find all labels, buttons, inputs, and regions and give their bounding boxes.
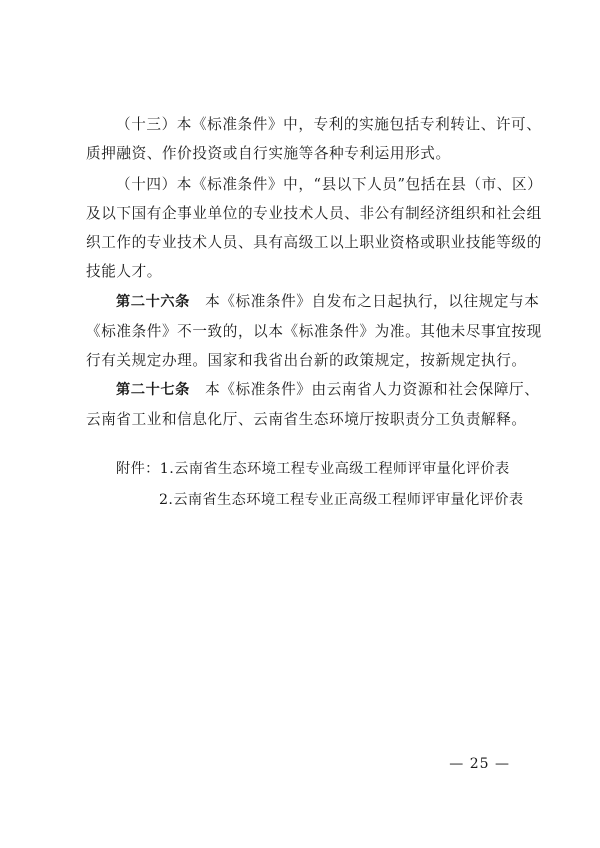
paragraph-item-14 (86, 170, 543, 286)
item-14-line-1: （十四）本《标准条件》中，“县以下人员”包括在县（市、区） (116, 176, 543, 193)
paragraph-item-13 (86, 110, 542, 168)
item-14-line-3: 织工作的专业技术人员、具有高级工以上职业资格或职业技能等级的 (86, 234, 542, 251)
article-27-line-1 (86, 375, 540, 405)
item-14-line-4: 技能人才。 (86, 263, 162, 280)
article-27-line-2: 云南省工业和信息化厅、云南省生态环境厅按职责分工负责解释。 (86, 411, 527, 428)
attachment-2-text: 2.云南省生态环境工程专业正高级工程师评审量化评价表 (159, 492, 524, 508)
paragraph-article-26 (86, 287, 542, 375)
attachment-item-1 (116, 455, 510, 484)
page-number: — 25 — (449, 756, 510, 772)
article-26-heading: 第二十六条 (116, 294, 190, 310)
article-26-line-3: 行有关规定办理。国家和我省出台新的政策规定，按新规定执行。 (86, 352, 527, 369)
paragraph-article-27 (86, 375, 540, 434)
item-13-line-1: （十三）本《标准条件》中，专利的实施包括专利转让、许可、 (116, 116, 542, 133)
attachment-label: 附件： (116, 461, 160, 477)
item-13-line-2: 质押融资、作价投资或自行实施等各种专利运用形式。 (86, 145, 451, 162)
item-14-line-2: 及以下国有企事业单位的专业技术人员、非公有制经济组织和社会组 (86, 205, 542, 222)
article-27-line-1-text: 本《标准条件》由云南省人力资源和社会保障厅、 (189, 381, 540, 398)
attachment-1-text: 1.云南省生态环境工程专业高级工程师评审量化评价表 (159, 461, 510, 477)
article-26-line-2: 《标准条件》不一致的，以本《标准条件》为准。其他未尽事宜按现 (86, 323, 542, 340)
article-26-line-1 (86, 287, 540, 317)
article-26-line-1-text: 本《标准条件》自发布之日起执行，以往规定与本 (189, 293, 540, 310)
article-27-heading: 第二十七条 (116, 382, 190, 398)
attachment-item-2 (159, 486, 523, 515)
